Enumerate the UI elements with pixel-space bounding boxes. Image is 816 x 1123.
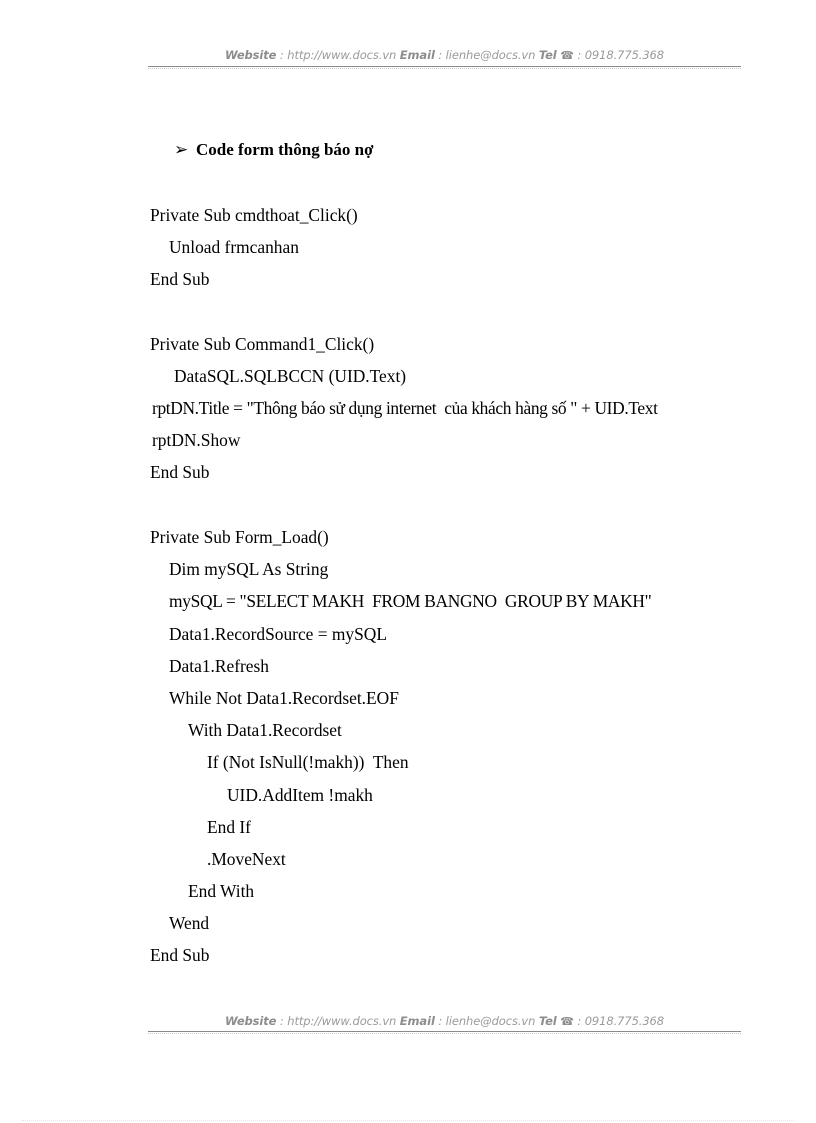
page-bottom-edge bbox=[22, 1120, 794, 1121]
code-line: End Sub bbox=[150, 269, 210, 289]
header-divider bbox=[148, 66, 741, 67]
code-line: Data1.Refresh bbox=[169, 656, 269, 676]
code-line: rptDN.Title = "Thông báo sử dụng internet của khách hàng số " + UID.Text bbox=[152, 398, 658, 418]
code-line: Wend bbox=[169, 913, 210, 933]
code-line: Dim mySQL As String bbox=[169, 559, 329, 579]
code-line: With Data1.Recordset bbox=[188, 720, 342, 740]
page-footer bbox=[148, 1014, 741, 1028]
header-tel-label: Tel bbox=[538, 48, 557, 62]
phone-icon: ☎ bbox=[560, 49, 574, 62]
footer-website-label: Website bbox=[225, 1014, 277, 1028]
code-line: .MoveNext bbox=[207, 849, 286, 869]
arrow-bullet-icon: ➢ bbox=[174, 140, 189, 159]
header-website-url: : http://www.docs.vn bbox=[276, 48, 400, 62]
footer-divider bbox=[148, 1031, 741, 1032]
header-email-address: : lienhe@docs.vn bbox=[434, 48, 539, 62]
code-line: End Sub bbox=[150, 462, 210, 482]
code-line: End Sub bbox=[150, 945, 210, 965]
footer-website-url: : http://www.docs.vn bbox=[276, 1014, 400, 1028]
footer-email-label: Email bbox=[399, 1014, 435, 1028]
code-line: Unload frmcanhan bbox=[169, 237, 299, 257]
code-line: DataSQL.SQLBCCN (UID.Text) bbox=[174, 366, 407, 386]
footer-email-address: : lienhe@docs.vn bbox=[434, 1014, 539, 1028]
phone-icon: ☎ bbox=[560, 1015, 574, 1028]
page-header bbox=[148, 48, 741, 62]
footer-tel-number: : 0918.775.368 bbox=[573, 1014, 664, 1028]
code-line: End If bbox=[207, 817, 251, 837]
code-line: Private Sub Form_Load() bbox=[150, 527, 329, 547]
header-website-label: Website bbox=[225, 48, 277, 62]
code-line: Data1.RecordSource = mySQL bbox=[169, 624, 387, 644]
code-line: UID.AddItem !makh bbox=[227, 785, 373, 805]
header-tel-number: : 0918.775.368 bbox=[573, 48, 664, 62]
code-line: End With bbox=[188, 881, 255, 901]
header-email-label: Email bbox=[399, 48, 435, 62]
code-line: rptDN.Show bbox=[152, 430, 241, 450]
code-line: Private Sub cmdthoat_Click() bbox=[150, 205, 358, 225]
code-line: Private Sub Command1_Click() bbox=[150, 334, 375, 354]
footer-tel-label: Tel bbox=[538, 1014, 557, 1028]
code-line: While Not Data1.Recordset.EOF bbox=[169, 688, 399, 708]
section-heading-text: Code form thông báo nợ bbox=[196, 140, 374, 159]
section-heading bbox=[174, 140, 374, 160]
code-line: If (Not IsNull(!makh)) Then bbox=[207, 752, 409, 772]
code-line: mySQL = "SELECT MAKH FROM BANGNO GROUP BY MAKH" bbox=[169, 591, 652, 611]
